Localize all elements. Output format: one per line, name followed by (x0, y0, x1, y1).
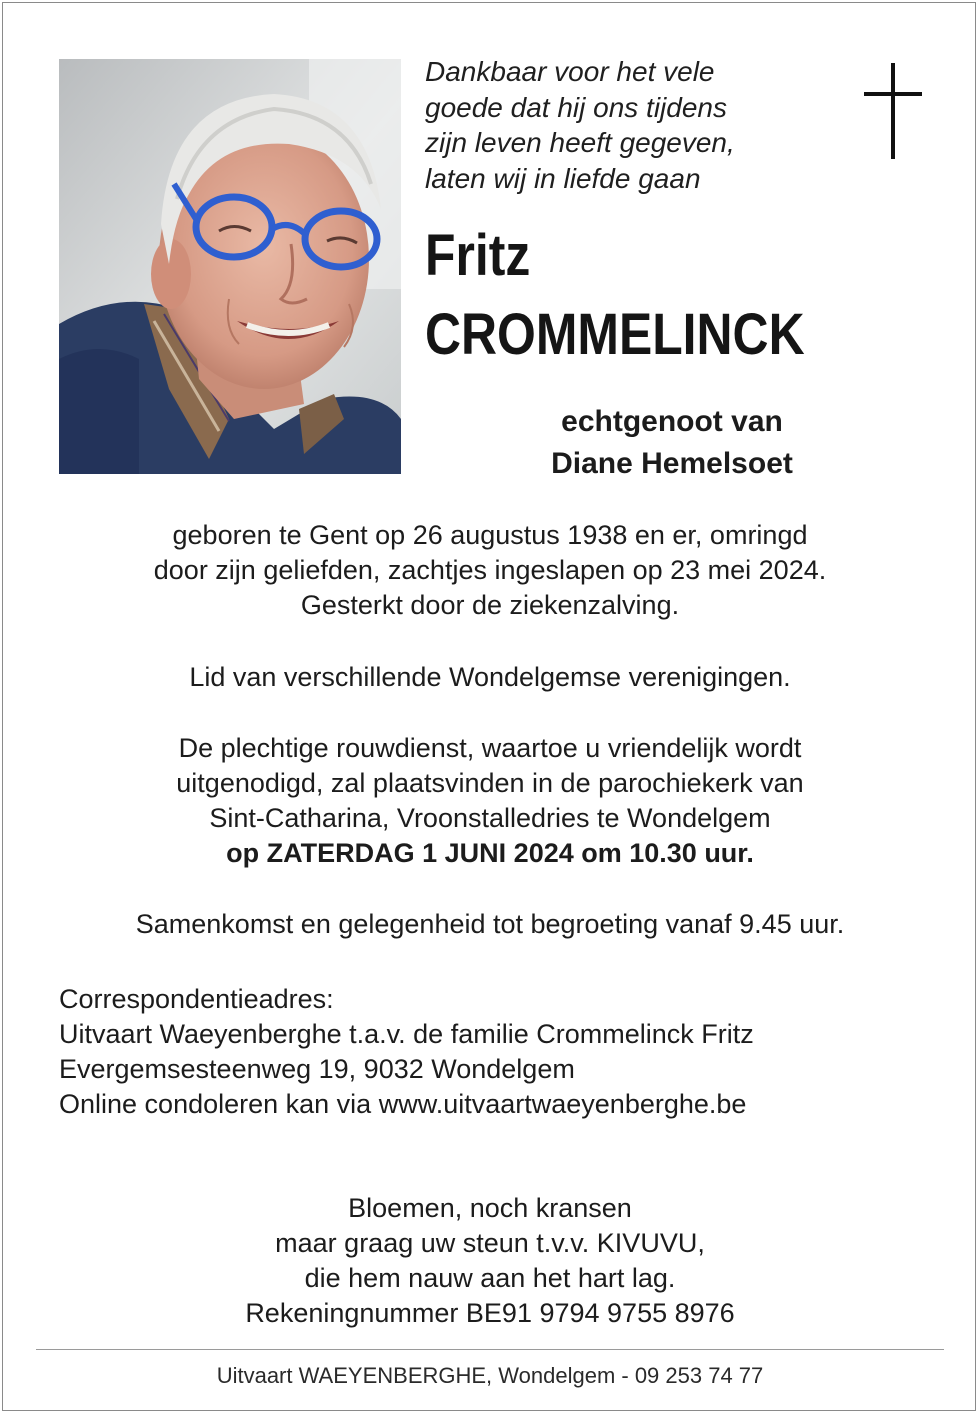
quote-line: Dankbaar voor het vele (425, 56, 715, 87)
service-block (0, 731, 980, 871)
quote-line: zijn leven heeft gegeven, (425, 127, 735, 158)
deceased-last-name: CROMMELINCK (425, 302, 805, 367)
quote-line: goede dat hij ons tijdens (425, 91, 727, 123)
spouse-block (442, 401, 902, 485)
correspondence-line: Online condoleren kan via www.uitvaartwaeyenberghe.be (59, 1089, 747, 1119)
spouse-relation: echtgenoot van (561, 405, 783, 438)
memorial-quote (425, 54, 845, 196)
birth-death-block (0, 518, 980, 623)
correspondence-line: Uitvaart Waeyenberghe t.a.v. de familie Crommelinck Fritz (59, 1019, 754, 1049)
service-line: De plechtige rouwdienst, waartoe u vriendelijk wordt (178, 733, 802, 763)
birth-death-line: door zijn geliefden, zachtjes ingeslapen op 23 mei 2024. (153, 555, 827, 585)
flowers-line: maar graag uw steun t.v.v. KIVUVU, (275, 1228, 705, 1258)
birth-death-line: Gesterkt door de ziekenzalving. (300, 590, 680, 620)
service-line: uitgenodigd, zal plaatsvinden in de parochiekerk van (176, 768, 804, 798)
portrait-photo (59, 59, 401, 474)
correspondence-line: Correspondentieadres: (59, 984, 334, 1014)
spouse-name: Diane Hemelsoet (551, 447, 793, 480)
flowers-line: Bloemen, noch kransen (348, 1193, 632, 1223)
flowers-line: die hem nauw aan het hart lag. (304, 1263, 676, 1293)
footer-divider (36, 1349, 944, 1350)
correspondence-line: Evergemsesteenweg 19, 9032 Wondelgem (59, 1054, 575, 1084)
cross-icon (864, 63, 922, 159)
gathering-text: Samenkomst en gelegenheid tot begroeting vanaf 9.45 uur. (135, 909, 845, 939)
birth-death-line: geboren te Gent op 26 augustus 1938 en er, omringd (172, 520, 808, 550)
quote-line: laten wij in liefde gaan (425, 162, 701, 194)
deceased-first-name: Fritz (425, 223, 531, 288)
flowers-block (0, 1191, 980, 1331)
service-date: op ZATERDAG 1 JUNI 2024 om 10.30 uur. (226, 838, 754, 868)
service-line: Sint-Catharina, Vroonstalledries te Wondelgem (209, 803, 771, 833)
flowers-line: Rekeningnummer BE91 9794 9755 8976 (245, 1298, 735, 1328)
correspondence-block (59, 982, 959, 1122)
membership-text: Lid van verschillende Wondelgemse verenigingen. (189, 662, 791, 692)
footer-text: Uitvaart WAEYENBERGHE, Wondelgem - 09 253 74 77 (216, 1363, 764, 1388)
